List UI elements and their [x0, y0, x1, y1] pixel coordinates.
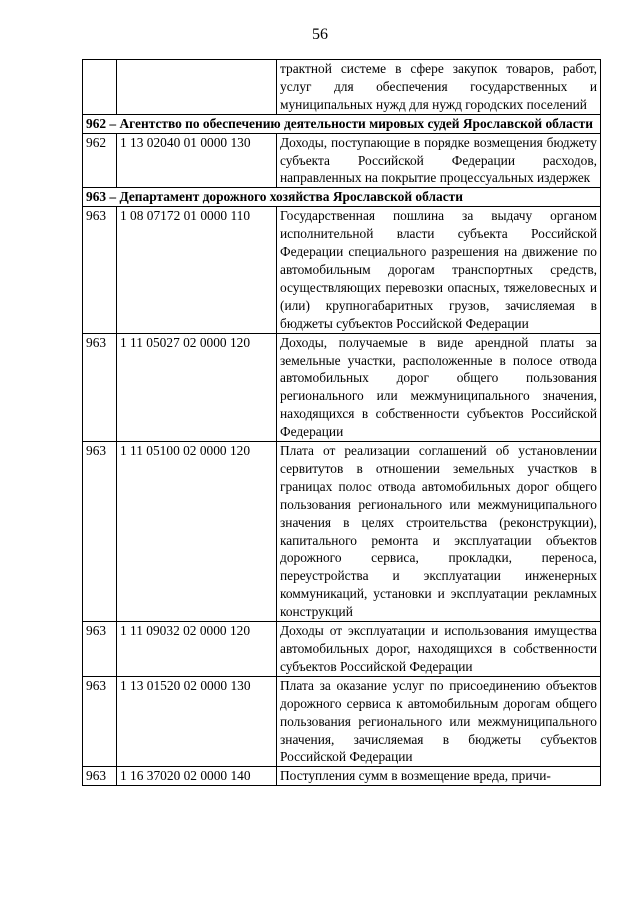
admin-code-cell: 963 [83, 207, 117, 333]
budget-code-cell: 1 11 05027 02 0000 120 [117, 333, 277, 441]
description-cell: Доходы, поступающие в порядке возмещения бюджету субъекта Российской Федерации расходов, направленных на покрытие процессуальных издержек [277, 133, 601, 188]
admin-code-cell: 963 [83, 622, 117, 677]
budget-code-cell: 1 08 07172 01 0000 110 [117, 207, 277, 333]
admin-code-cell: 963 [83, 676, 117, 767]
section-header-row [83, 188, 601, 207]
revenue-classification-table [82, 59, 601, 786]
budget-code-cell: 1 11 05100 02 0000 120 [117, 442, 277, 622]
table-row [83, 767, 601, 786]
description-cell: Плата от реализации соглашений об установлении сервитутов в отношении земельных участков в границах полос отвода автомобильных дорог общего пользования регионального или межмуниципального значения в целях строительства (реконструкции), капитального ремонта и эксплуатации объектов дорожного сервиса, прокладки, переноса, переустройства и эксплуатации инженерных коммуникаций, установки и эксплуатации рекламных конструкций [277, 442, 601, 622]
table-row [83, 207, 601, 333]
budget-code-cell: 1 11 09032 02 0000 120 [117, 622, 277, 677]
table-row [83, 60, 601, 115]
budget-code-cell [117, 60, 277, 115]
admin-code-cell: 963 [83, 767, 117, 786]
description-cell: Поступления сумм в возмещение вреда, причи- [277, 767, 601, 786]
budget-code-cell: 1 13 01520 02 0000 130 [117, 676, 277, 767]
table-row [83, 442, 601, 622]
admin-code-cell: 962 [83, 133, 117, 188]
section-header-row [83, 114, 601, 133]
admin-code-cell: 963 [83, 442, 117, 622]
budget-code-cell: 1 13 02040 01 0000 130 [117, 133, 277, 188]
page-number: 56 [312, 26, 328, 43]
description-cell: трактной системе в сфере закупок товаров, работ, услуг для обеспечения государственных и муниципальных нужд для нужд городских поселений [277, 60, 601, 115]
budget-code-cell: 1 16 37020 02 0000 140 [117, 767, 277, 786]
table-row [83, 333, 601, 441]
description-cell: Государственная пошлина за выдачу органом исполнительной власти субъекта Российской Федерации специального разрешения на движение по автомобильным дорогам транспортных средств, осуществляющих перевозки опасных, тяжеловесных и (или) крупногабаритных грузов, зачисляемая в бюджеты субъектов Российской Федерации [277, 207, 601, 333]
table-row [83, 622, 601, 677]
table-row [83, 676, 601, 767]
admin-code-cell: 963 [83, 333, 117, 441]
description-cell: Доходы от эксплуатации и использования имущества автомобильных дорог, находящихся в собственности субъектов Российской Федерации [277, 622, 601, 677]
section-title: 962 – Агентство по обеспечению деятельности мировых судей Ярославской области [83, 114, 601, 133]
description-cell: Доходы, получаемые в виде арендной платы за земельные участки, расположенные в полосе отвода автомобильных дорог общего пользования регионального или межмуниципального значения, находящихся в собственности субъектов Российской Федерации [277, 333, 601, 441]
section-title: 963 – Департамент дорожного хозяйства Ярославской области [83, 188, 601, 207]
admin-code-cell [83, 60, 117, 115]
table-row [83, 133, 601, 188]
description-cell: Плата за оказание услуг по присоединению объектов дорожного сервиса к автомобильным дорогам общего пользования регионального или межмуниципального значения, зачисляемая в бюджеты субъектов Российской Федерации [277, 676, 601, 767]
